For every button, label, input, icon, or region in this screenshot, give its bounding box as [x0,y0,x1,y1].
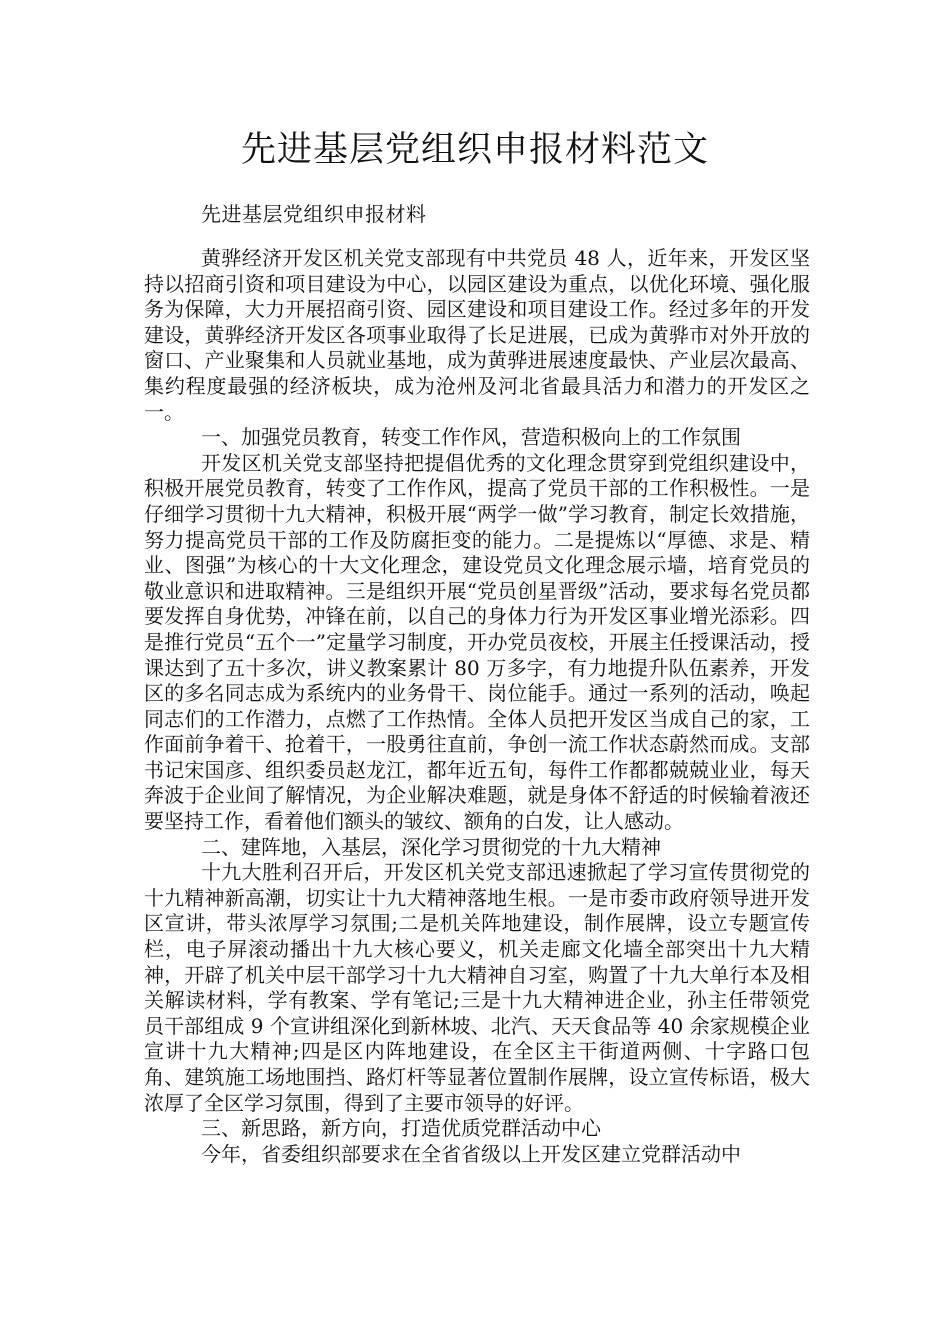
document-subtitle: 先进基层党组织申报材料 [201,202,427,226]
document-body [144,246,810,1167]
section-heading-3: 三、新思路，新方向，打造优质党群活动中心 [201,1116,601,1141]
section-heading-1: 一、加强党员教育，转变工作作风，营造积极向上的工作氛围 [201,425,741,450]
section-paragraph-1: 开发区机关党支部坚持把提倡优秀的文化理念贯穿到党组织建设中，积极开展党员教育，转变了工作作风，提高了党员干部的工作积极性。一是仔细学习贯彻十九大精神，积极开展“两学一做”学习教育，制定长效措施，努力提高党员干部的工作及防腐拒变的能力。二是提炼以“厚德、求是、精业、图强”为核心的十大文化理念，建设党员文化理念展示墙，培育党员的敬业意识和进取精神。三是组织开展“党员创星晋级”活动，要求每名党员都要发挥自身优势，冲锋在前，以自己的身体力行为开发区事业增光添彩。四是推行党员“五个一”定量学习制度，开办党员夜校，开展主任授课活动，授课达到了五十多次，讲义教案累计 80 万多字，有力地提升队伍素养，开发区的多名同志成为系统内的业务骨干、岗位能手。通过一系列的活动，唤起同志们的工作潜力，点燃了工作热情。全体人员把开发区当成自己的家，工作面前争着干、抢着干，一股勇往直前，争创一流工作状态蔚然而成。支部书记宋国彦、组织委员赵龙江，都年近五旬，每件工作都都兢兢业业，每天奔波于企业间了解情况，为企业解决难题，就是身体不舒适的时候输着液还要坚持工作，看着他们额头的皱纹、额角的白发，让人感动。 [144,450,810,834]
intro-paragraph: 黄骅经济开发区机关党支部现有中共党员 48 人，近年来，开发区坚持以招商引资和项目建设为中心，以园区建设为重点，以优化环境、强化服务为保障，大力开展招商引资、园区建设和项目建设工作。经过多年的开发建设，黄骅经济开发区各项事业取得了长足进展，已成为黄骅市对外开放的窗口、产业聚集和人员就业基地，成为黄骅进展速度最快、产业层次最高、集约程度最强的经济板块，成为沧州及河北省最具活力和潜力的开发区之一。 [144,246,810,424]
section-paragraph-2: 十九大胜利召开后，开发区机关党支部迅速掀起了学习宣传贯彻党的十九精神新高潮，切实让十九大精神落地生根。一是市委市政府领导进开发区宣讲，带头浓厚学习氛围;二是机关阵地建设，制作展牌，设立专题宣传栏，电子屏滚动播出十九大核心要义，机关走廊文化墙全部突出十九大精神，开辟了机关中层干部学习十九大精神自习室，购置了十九大单行本及相关解读材料，学有教案、学有笔记;三是十九大精神进企业，孙主任带领党员干部组成 9 个宣讲组深化到新林坡、北汽、天天食品等 40 余家规模企业宣讲十九大精神;四是区内阵地建设，在全区主干街道两侧、十字路口包角、建筑施工场地围挡、路灯杆等显著位置制作展牌，设立宣传标语，极大浓厚了全区学习氛围，得到了主要市领导的好评。 [144,860,810,1115]
document-title: 先进基层党组织申报材料范文 [240,130,709,170]
section-heading-2: 二、建阵地，入基层，深化学习贯彻党的十九大精神 [201,834,661,859]
section-paragraph-3: 今年，省委组织部要求在全省省级以上开发区建立党群活动中 [201,1141,741,1166]
